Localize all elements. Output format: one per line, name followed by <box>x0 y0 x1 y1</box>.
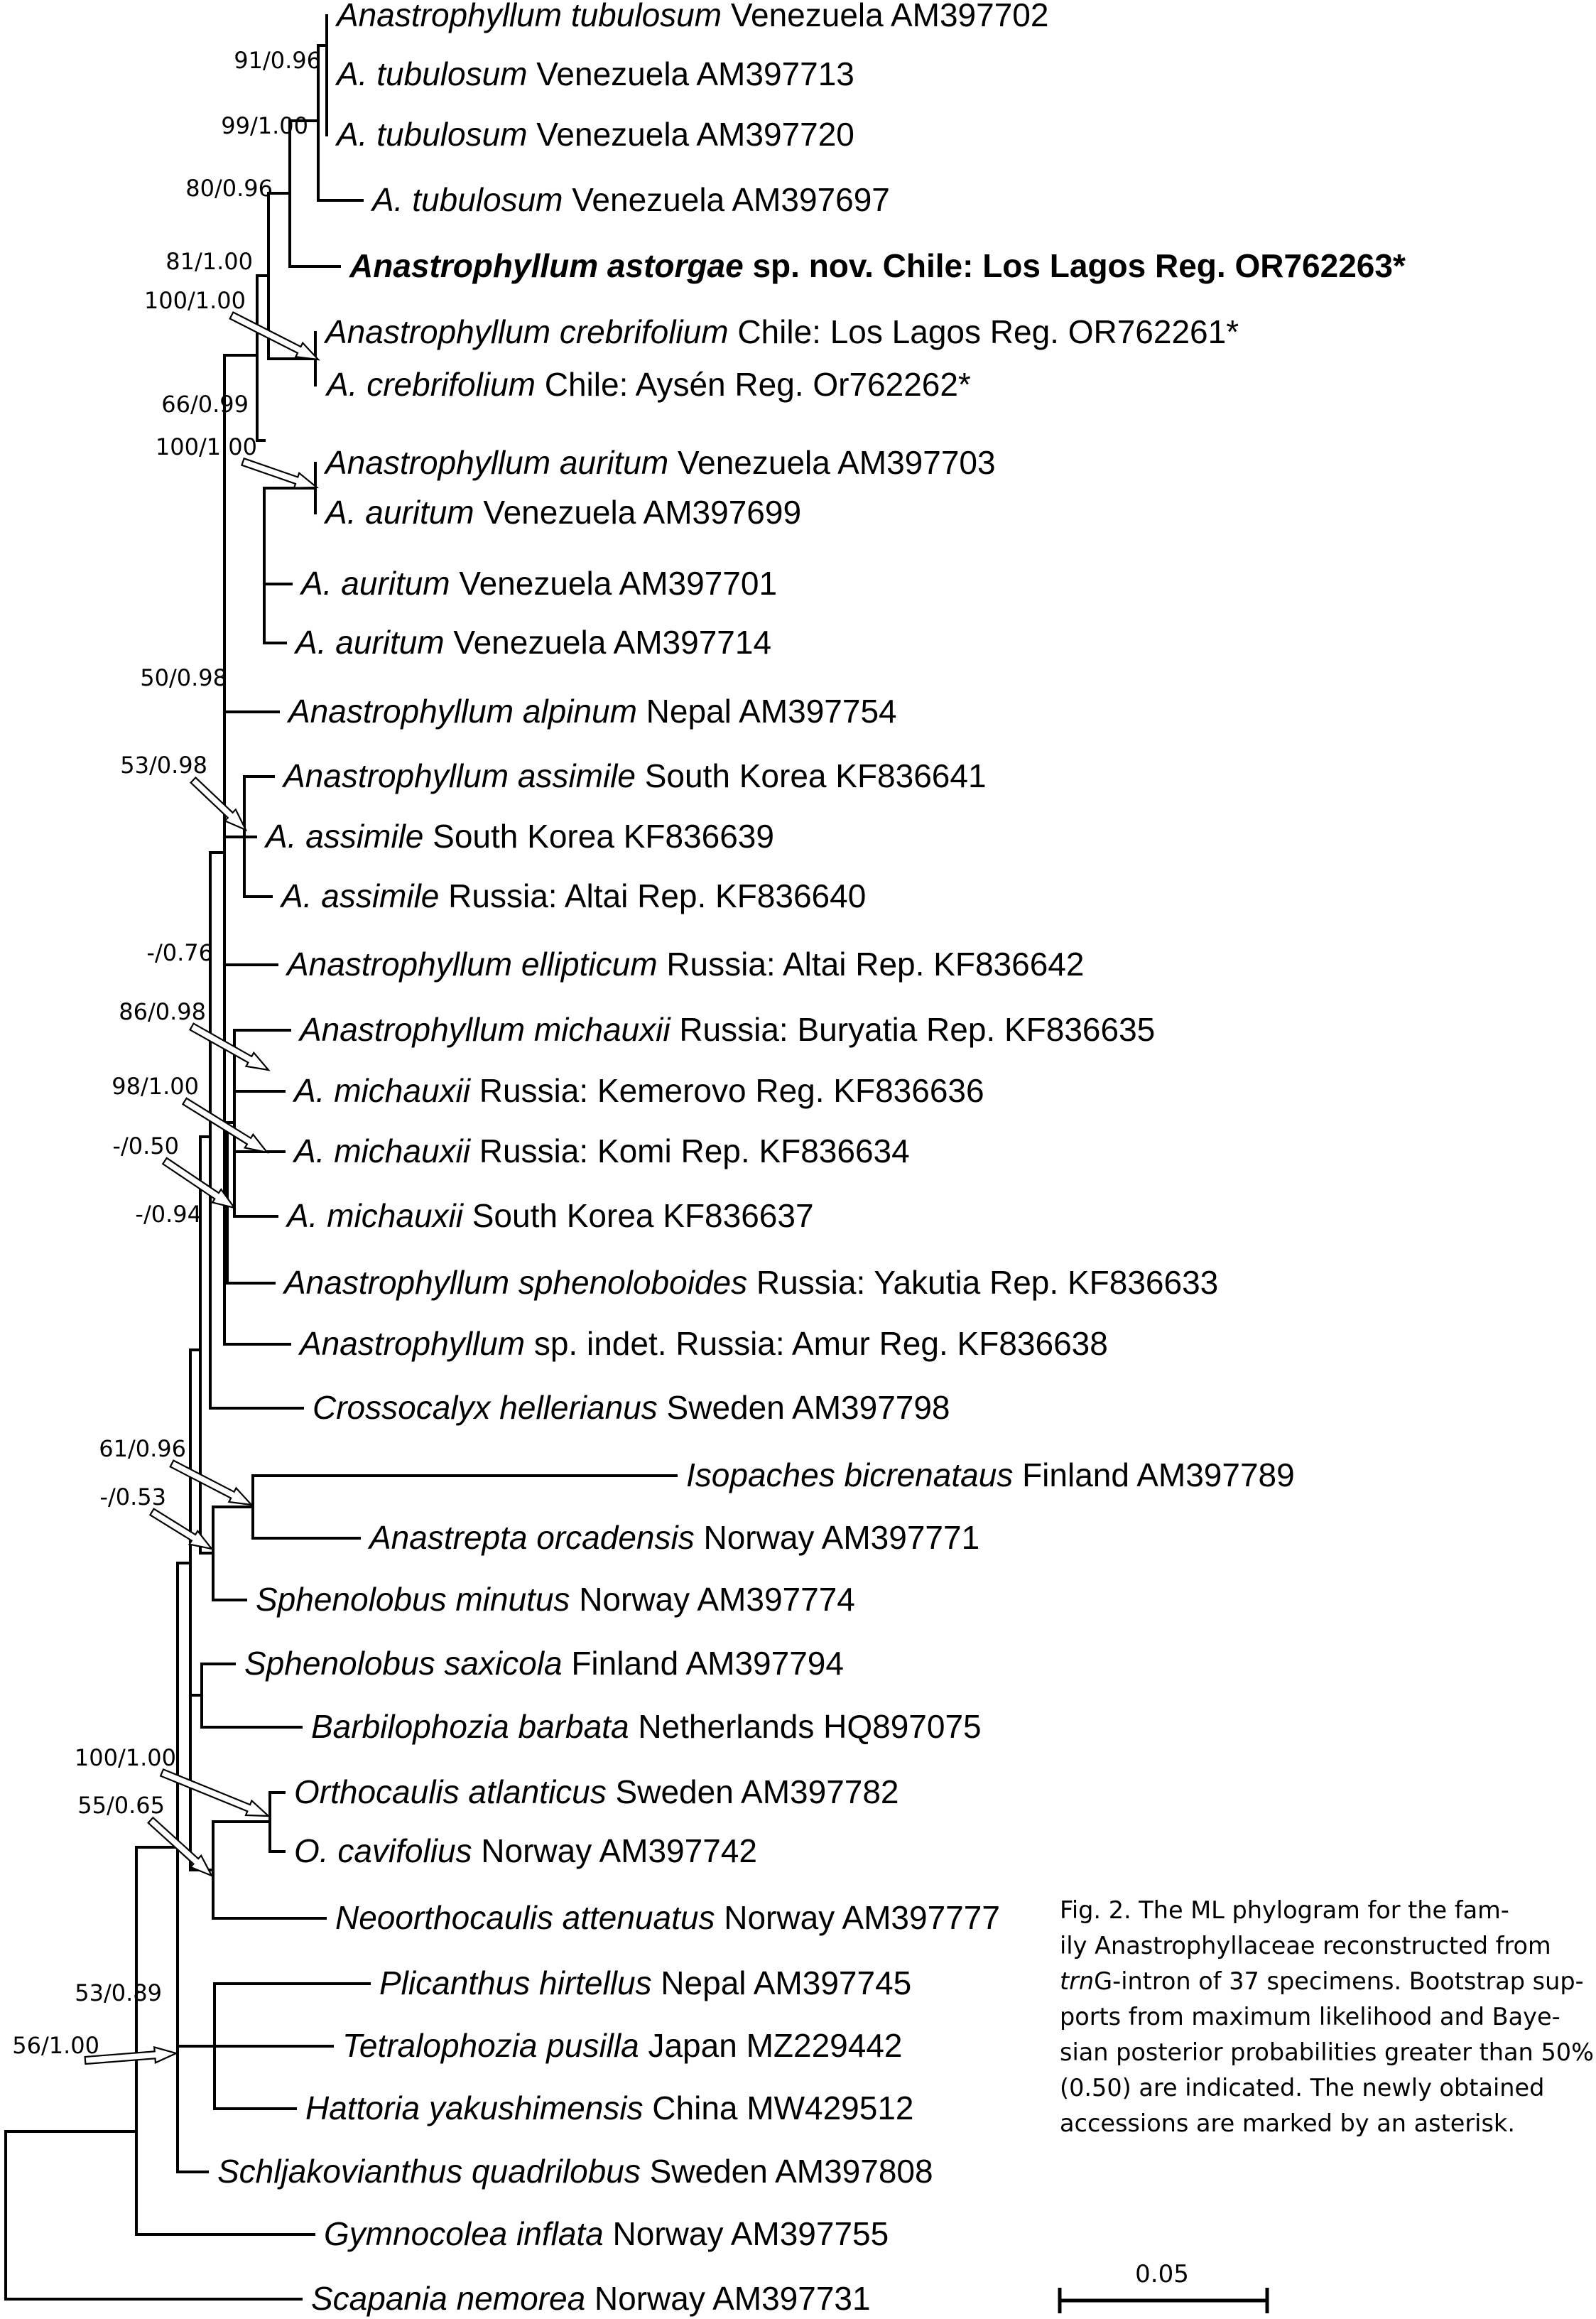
taxon-label <box>305 2090 914 2126</box>
taxon-species: A. tubulosum <box>337 116 528 153</box>
taxon-locality: Norway AM397731 <box>585 2280 871 2317</box>
taxon-locality: Norway AM397777 <box>715 1899 1000 1936</box>
taxon-species: Orthocaulis atlanticus <box>294 1773 607 1810</box>
taxon-label <box>256 1581 855 1618</box>
scale-bar-label: 0.05 <box>1135 2260 1189 2288</box>
taxon-locality: Russia: Altai Rep. KF836642 <box>657 946 1085 983</box>
caption-gene-name: trn <box>1060 1967 1095 1995</box>
taxon-species: Anastrophyllum auritum <box>325 444 669 481</box>
taxon-locality: South Korea KF836637 <box>462 1197 814 1234</box>
taxon-label <box>335 116 854 153</box>
taxon-locality: Venezuela AM397697 <box>563 181 890 218</box>
taxon-locality: Sweden AM397782 <box>606 1773 899 1810</box>
taxon-label <box>349 247 1406 284</box>
taxon-locality: Nepal AM397754 <box>636 693 897 730</box>
caption-line-2: ily Anastrophyllaceae reconstructed from <box>1060 1932 1551 1959</box>
taxon-species: Plicanthus hirtellus <box>379 1964 652 2001</box>
support-label: 91/0.96 <box>234 47 321 74</box>
taxon-species: A. assimile <box>281 877 440 914</box>
taxon-species: Anastrophyllum crebrifolium <box>325 313 729 350</box>
taxon-label <box>282 1264 1218 1301</box>
taxon-species: Anastrophyllum ellipticum <box>287 946 658 983</box>
taxon-label <box>286 693 897 730</box>
taxon-species: Neoorthocaulis attenuatus <box>335 1899 715 1936</box>
taxon-label <box>217 2153 933 2190</box>
support-label: 56/1.00 <box>12 2032 99 2059</box>
taxon-locality: Norway AM397742 <box>472 1832 757 1869</box>
taxon-label <box>294 1773 899 1810</box>
taxon-locality: Chile: Los Lagos Reg. OR762261* <box>728 313 1239 350</box>
taxon-locality: sp. nov. Chile: Los Lagos Reg. OR762263* <box>743 247 1406 284</box>
support-label: 86/0.98 <box>119 998 206 1025</box>
taxon-locality: China MW429512 <box>643 2090 914 2126</box>
taxon-locality: Sweden AM397798 <box>657 1389 950 1426</box>
taxon-species: Anastrophyllum alpinum <box>288 693 637 730</box>
taxon-species: A. michauxii <box>287 1197 463 1234</box>
support-label: 53/0.98 <box>120 752 207 779</box>
taxon-label <box>299 565 777 602</box>
taxon-locality: Venezuela AM397714 <box>444 624 772 661</box>
taxon-locality: Norway AM397755 <box>603 2215 889 2252</box>
support-arrow <box>191 777 246 830</box>
taxon-locality: Venezuela AM397701 <box>450 565 778 602</box>
taxon-species: Anastrophyllum assimile <box>283 757 636 794</box>
taxon-label <box>292 1133 910 1169</box>
taxon-species: Anastrophyllum michauxii <box>300 1011 671 1048</box>
taxon-locality: South Korea KF836641 <box>635 757 987 794</box>
support-label: 66/0.99 <box>161 391 249 418</box>
taxon-locality: Norway AM397774 <box>570 1581 855 1618</box>
support-label: 55/0.65 <box>77 1792 165 1819</box>
taxon-label <box>686 1456 1295 1493</box>
support-label: -/0.76 <box>146 939 213 966</box>
taxon-locality: Venezuela AM397720 <box>527 116 854 153</box>
taxon-species: Barbilophozia barbata <box>311 1708 629 1745</box>
caption-line-1: Fig. 2. The ML phylogram for the fam- <box>1060 1896 1509 1924</box>
taxon-locality: Japan MZ229442 <box>639 2027 903 2064</box>
taxon-locality: sp. indet. Russia: Amur Reg. KF836638 <box>525 1325 1108 1362</box>
taxon-label <box>379 1964 911 2001</box>
support-arrow <box>241 458 317 487</box>
taxon-label <box>279 877 866 914</box>
taxon-species: O. cavifolius <box>294 1832 472 1869</box>
caption-line-3-text: G-intron of 37 specimens. Bootstrap sup- <box>1094 1967 1584 1995</box>
taxon-label <box>264 818 774 855</box>
support-label: 100/1.00 <box>143 287 246 314</box>
taxon-label <box>292 1072 984 1109</box>
taxon-label <box>293 624 771 661</box>
taxon-label <box>367 1519 979 1556</box>
taxon-locality: Nepal AM397745 <box>651 1964 912 2001</box>
taxon-locality: Chile: Aysén Reg. Or762262* <box>535 366 971 403</box>
taxon-species: Isopaches bicrenataus <box>686 1456 1014 1493</box>
taxon-species: Sphenolobus saxicola <box>244 1645 563 1682</box>
taxon-species: A. auritum <box>295 624 445 661</box>
taxon-species: Crossocalyx hellerianus <box>313 1389 658 1426</box>
taxon-species: A. crebrifolium <box>327 366 536 403</box>
taxon-locality: Russia: Buryatia Rep. KF836635 <box>670 1011 1156 1048</box>
support-label: 100/1.00 <box>74 1744 176 1771</box>
taxon-label <box>311 2280 871 2317</box>
taxon-label <box>335 55 854 92</box>
taxon-species: A. auritum <box>301 565 450 602</box>
figure-caption <box>1060 1893 1596 2141</box>
taxon-species: A. tubulosum <box>337 55 528 92</box>
support-label: -/0.94 <box>135 1201 202 1228</box>
taxon-species: Scapania nemorea <box>311 2280 586 2317</box>
support-label: 100/1.00 <box>155 433 257 460</box>
taxon-locality: Russia: Kemerovo Reg. KF836636 <box>469 1072 984 1109</box>
taxon-species: A. assimile <box>266 818 424 855</box>
taxon-species: A. tubulosum <box>372 181 563 218</box>
caption-line-3 <box>1060 1964 1596 1999</box>
taxon-species: Hattoria yakushimensis <box>305 2090 644 2126</box>
taxon-species: Anastrophyllum astorgae <box>349 247 744 284</box>
taxon-locality: Finland AM397794 <box>562 1645 844 1682</box>
support-label: 50/0.98 <box>140 664 227 691</box>
taxon-label <box>313 1389 950 1426</box>
support-label: 98/1.00 <box>112 1073 199 1100</box>
taxon-species: Anastrophyllum tubulosum <box>337 0 722 33</box>
support-arrow <box>170 1461 251 1505</box>
taxon-locality: Russia: Altai Rep. KF836640 <box>439 877 867 914</box>
caption-line-5: sian posterior probabilities greater than 50% <box>1060 2038 1594 2066</box>
taxon-locality: Finland AM397789 <box>1013 1456 1295 1493</box>
support-label: -/0.50 <box>112 1133 179 1160</box>
support-label: -/0.53 <box>99 1483 166 1510</box>
support-label: 81/1.00 <box>165 248 253 275</box>
taxon-species: A. michauxii <box>294 1072 470 1109</box>
support-label: 53/0.89 <box>75 1979 162 2006</box>
taxon-label <box>311 1708 982 1745</box>
taxon-label <box>323 313 1239 350</box>
support-label: 99/1.00 <box>221 112 308 139</box>
taxon-label <box>298 1011 1155 1048</box>
taxon-label <box>323 444 996 481</box>
taxon-label <box>323 494 801 531</box>
taxon-label <box>325 366 971 403</box>
taxon-locality: Russia: Komi Rep. KF836634 <box>469 1133 910 1169</box>
taxon-locality: South Korea KF836639 <box>423 818 774 855</box>
scale-bar <box>1060 2260 1267 2313</box>
taxon-species: Gymnocolea inflata <box>324 2215 604 2252</box>
taxon-species: Tetralophozia pusilla <box>342 2027 639 2064</box>
taxon-locality: Netherlands HQ897075 <box>629 1708 982 1745</box>
taxon-label <box>342 2027 903 2064</box>
taxon-locality: Venezuela AM397699 <box>474 494 802 531</box>
taxon-species: Schljakovianthus quadrilobus <box>217 2153 641 2190</box>
taxon-label <box>244 1645 844 1682</box>
taxon-species: Anastrophyllum <box>300 1325 526 1362</box>
taxon-locality: Russia: Yakutia Rep. KF836633 <box>747 1264 1219 1301</box>
taxon-label <box>335 1899 1000 1936</box>
support-arrow <box>150 1509 212 1549</box>
support-label: 61/0.96 <box>99 1435 186 1462</box>
support-values <box>12 47 321 2059</box>
taxon-locality: Venezuela AM397713 <box>527 55 854 92</box>
taxon-species: Anastrepta orcadensis <box>369 1519 695 1556</box>
taxon-label <box>285 946 1084 983</box>
taxon-locality: Sweden AM397808 <box>640 2153 933 2190</box>
taxon-label <box>294 1832 757 1869</box>
caption-line-7: accessions are marked by an asterisk. <box>1060 2109 1515 2137</box>
taxon-species: Sphenolobus minutus <box>256 1581 570 1618</box>
caption-line-6: (0.50) are indicated. The newly obtained <box>1060 2074 1545 2102</box>
taxon-species: A. auritum <box>325 494 474 531</box>
taxon-label <box>285 1197 814 1234</box>
taxon-label <box>324 2215 889 2252</box>
taxon-label <box>370 181 890 218</box>
taxon-locality: Venezuela AM397702 <box>722 0 1049 33</box>
taxon-locality: Venezuela AM397703 <box>668 444 996 481</box>
taxon-species: Anastrophyllum sphenoloboides <box>284 1264 748 1301</box>
taxon-label <box>335 0 1048 33</box>
taxon-species: A. michauxii <box>294 1133 470 1169</box>
taxon-label <box>281 757 987 794</box>
taxon-locality: Norway AM397771 <box>694 1519 980 1556</box>
caption-line-4: ports from maximum likelihood and Baye- <box>1060 2003 1560 2031</box>
support-arrow <box>230 313 318 360</box>
support-label: 80/0.96 <box>185 175 273 202</box>
taxon-label <box>298 1325 1108 1362</box>
